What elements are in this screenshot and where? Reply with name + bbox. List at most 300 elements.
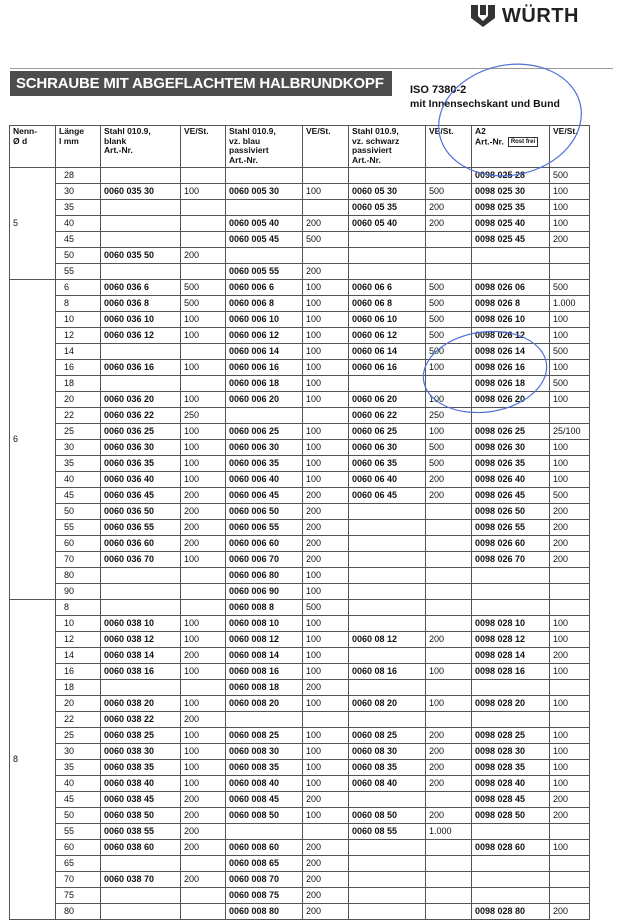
- cell-a2: 0098 028 16: [472, 664, 550, 680]
- table-row: [10, 536, 590, 552]
- cell-a2: 0098 026 40: [472, 472, 550, 488]
- subtitle: mit Innensechskant und Bund: [410, 98, 560, 110]
- cell-c3: 0060 08 25: [349, 728, 426, 744]
- table-row: [10, 584, 590, 600]
- cell-c2: 0060 006 25: [226, 424, 303, 440]
- cell-a2: [472, 712, 550, 728]
- cell-c2: 0060 008 25: [226, 728, 303, 744]
- cell-c2: 0060 008 8: [226, 600, 303, 616]
- cell-v3: [426, 712, 472, 728]
- cell-v3: 500: [426, 296, 472, 312]
- cell-va: 100: [550, 776, 590, 792]
- cell-c3: [349, 680, 426, 696]
- cell-c1: 0060 036 40: [101, 472, 181, 488]
- cell-a2: 0098 028 45: [472, 792, 550, 808]
- cell-v2: 100: [303, 280, 349, 296]
- cell-c3: 0060 08 35: [349, 760, 426, 776]
- cell-c2: 0060 006 8: [226, 296, 303, 312]
- cell-c3: [349, 872, 426, 888]
- table-row: [10, 680, 590, 696]
- cell-v3: 200: [426, 808, 472, 824]
- cell-a2: 0098 028 14: [472, 648, 550, 664]
- header-ve-2: VE/St.: [303, 126, 349, 168]
- cell-a2: 0098 028 20: [472, 696, 550, 712]
- cell-v3: [426, 552, 472, 568]
- cell-v2: 200: [303, 792, 349, 808]
- cell-v3: [426, 536, 472, 552]
- cell-v1: [181, 232, 226, 248]
- cell-v2: 100: [303, 632, 349, 648]
- cell-c2: [226, 824, 303, 840]
- table-row: [10, 696, 590, 712]
- cell-v3: 500: [426, 456, 472, 472]
- cell-c3: [349, 840, 426, 856]
- table-row: [10, 376, 590, 392]
- cell-v3: [426, 904, 472, 920]
- cell-v1: 100: [181, 392, 226, 408]
- cell-v1: [181, 168, 226, 184]
- cell-c3: 0060 06 25: [349, 424, 426, 440]
- cell-v1: [181, 600, 226, 616]
- cell-l: 45: [56, 488, 101, 504]
- cell-c2: 0060 008 65: [226, 856, 303, 872]
- cell-c1: 0060 038 55: [101, 824, 181, 840]
- cell-v3: [426, 568, 472, 584]
- cell-c2: 0060 008 40: [226, 776, 303, 792]
- cell-v1: 200: [181, 248, 226, 264]
- table-row: [10, 728, 590, 744]
- cell-va: 100: [550, 360, 590, 376]
- cell-c1: [101, 232, 181, 248]
- cell-a2: 0098 026 12: [472, 328, 550, 344]
- cell-c1: 0060 036 30: [101, 440, 181, 456]
- cell-c2: 0060 005 30: [226, 184, 303, 200]
- cell-v2: 500: [303, 600, 349, 616]
- cell-v1: [181, 344, 226, 360]
- cell-c2: 0060 008 80: [226, 904, 303, 920]
- cell-v3: [426, 888, 472, 904]
- cell-c2: 0060 006 6: [226, 280, 303, 296]
- cell-v2: 100: [303, 696, 349, 712]
- cell-v2: 200: [303, 520, 349, 536]
- cell-l: 50: [56, 504, 101, 520]
- table-row: [10, 232, 590, 248]
- cell-v3: 200: [426, 216, 472, 232]
- cell-c3: 0060 08 20: [349, 696, 426, 712]
- cell-v2: 200: [303, 488, 349, 504]
- cell-v1: 500: [181, 280, 226, 296]
- cell-a2: 0098 025 28: [472, 168, 550, 184]
- cell-va: 100: [550, 760, 590, 776]
- cell-v2: [303, 824, 349, 840]
- cell-c2: 0060 006 55: [226, 520, 303, 536]
- table-row: [10, 904, 590, 920]
- cell-c1: [101, 264, 181, 280]
- cell-l: 40: [56, 776, 101, 792]
- cell-va: 100: [550, 440, 590, 456]
- cell-c1: [101, 216, 181, 232]
- cell-c2: 0060 006 50: [226, 504, 303, 520]
- cell-va: 100: [550, 744, 590, 760]
- cell-v3: 100: [426, 664, 472, 680]
- cell-l: 65: [56, 856, 101, 872]
- cell-v2: 100: [303, 648, 349, 664]
- cell-c2: 0060 006 14: [226, 344, 303, 360]
- header-length: Länge l mm: [56, 126, 101, 168]
- cell-v1: 100: [181, 360, 226, 376]
- cell-v3: [426, 872, 472, 888]
- cell-c2: 0060 008 60: [226, 840, 303, 856]
- cell-v1: [181, 568, 226, 584]
- cell-c1: 0060 038 22: [101, 712, 181, 728]
- cell-c1: 0060 038 50: [101, 808, 181, 824]
- cell-c1: 0060 038 45: [101, 792, 181, 808]
- cell-v3: [426, 168, 472, 184]
- cell-c3: [349, 904, 426, 920]
- cell-a2: 0098 026 06: [472, 280, 550, 296]
- cell-c1: 0060 038 60: [101, 840, 181, 856]
- cell-va: 200: [550, 648, 590, 664]
- cell-v2: 200: [303, 504, 349, 520]
- cell-v1: 250: [181, 408, 226, 424]
- cell-c3: [349, 712, 426, 728]
- cell-v1: 100: [181, 744, 226, 760]
- cell-c3: [349, 584, 426, 600]
- table-row: [10, 280, 590, 296]
- cell-c2: 0060 008 16: [226, 664, 303, 680]
- cell-v1: 100: [181, 328, 226, 344]
- cell-c2: [226, 712, 303, 728]
- cell-c2: 0060 006 10: [226, 312, 303, 328]
- cell-v1: [181, 584, 226, 600]
- cell-v2: 100: [303, 296, 349, 312]
- cell-c3: [349, 888, 426, 904]
- table-row: [10, 488, 590, 504]
- cell-l: 22: [56, 712, 101, 728]
- cell-l: 18: [56, 680, 101, 696]
- cell-v2: 200: [303, 264, 349, 280]
- cell-a2: 0098 025 35: [472, 200, 550, 216]
- cell-c1: [101, 856, 181, 872]
- cell-a2: 0098 028 30: [472, 744, 550, 760]
- cell-v1: 200: [181, 520, 226, 536]
- cell-l: 14: [56, 648, 101, 664]
- cell-v3: 100: [426, 424, 472, 440]
- cell-a2: 0098 028 12: [472, 632, 550, 648]
- cell-c2: 0060 006 70: [226, 552, 303, 568]
- table-row: [10, 168, 590, 184]
- cell-l: 35: [56, 760, 101, 776]
- cell-va: 100: [550, 664, 590, 680]
- cell-l: 6: [56, 280, 101, 296]
- cell-c2: 0060 006 40: [226, 472, 303, 488]
- cell-l: 45: [56, 232, 101, 248]
- cell-v3: [426, 520, 472, 536]
- cell-v2: 100: [303, 584, 349, 600]
- cell-c2: 0060 006 45: [226, 488, 303, 504]
- cell-l: 28: [56, 168, 101, 184]
- cell-v1: 100: [181, 664, 226, 680]
- cell-va: 100: [550, 696, 590, 712]
- cell-v2: 100: [303, 344, 349, 360]
- header-ve-1: VE/St.: [181, 126, 226, 168]
- cell-l: 12: [56, 328, 101, 344]
- table-row: [10, 664, 590, 680]
- cell-c2: 0060 006 12: [226, 328, 303, 344]
- cell-c1: 0060 036 8: [101, 296, 181, 312]
- table-row: [10, 440, 590, 456]
- cell-l: 8: [56, 296, 101, 312]
- cell-va: 25/100: [550, 424, 590, 440]
- cell-a2: 0098 026 35: [472, 456, 550, 472]
- cell-va: 500: [550, 344, 590, 360]
- cell-c2: 0060 008 75: [226, 888, 303, 904]
- cell-nominal-diameter: 6: [10, 280, 56, 600]
- cell-a2: 0098 026 45: [472, 488, 550, 504]
- cell-v1: 200: [181, 824, 226, 840]
- cell-a2: [472, 824, 550, 840]
- table-row: [10, 616, 590, 632]
- cell-l: 45: [56, 792, 101, 808]
- cell-v2: 100: [303, 568, 349, 584]
- cell-a2: 0098 028 25: [472, 728, 550, 744]
- cell-c2: 0060 008 10: [226, 616, 303, 632]
- cell-v2: 100: [303, 664, 349, 680]
- cell-c3: 0060 06 12: [349, 328, 426, 344]
- table-row: [10, 600, 590, 616]
- cell-v3: 200: [426, 472, 472, 488]
- cell-v1: 100: [181, 312, 226, 328]
- table-row: [10, 248, 590, 264]
- cell-v1: 500: [181, 296, 226, 312]
- cell-v2: 200: [303, 904, 349, 920]
- cell-v2: 100: [303, 456, 349, 472]
- cell-v3: 500: [426, 328, 472, 344]
- cell-v3: 200: [426, 488, 472, 504]
- cell-v2: 100: [303, 424, 349, 440]
- cell-c3: [349, 248, 426, 264]
- cell-c2: 0060 008 20: [226, 696, 303, 712]
- cell-va: [550, 264, 590, 280]
- cell-va: 200: [550, 904, 590, 920]
- cell-a2: [472, 584, 550, 600]
- cell-va: [550, 584, 590, 600]
- cell-va: 100: [550, 184, 590, 200]
- cell-va: 200: [550, 536, 590, 552]
- cell-nominal-diameter: 8: [10, 600, 56, 920]
- cell-c1: 0060 038 12: [101, 632, 181, 648]
- cell-va: 200: [550, 808, 590, 824]
- table-row: [10, 200, 590, 216]
- cell-v1: 200: [181, 808, 226, 824]
- cell-l: 60: [56, 536, 101, 552]
- cell-a2: [472, 888, 550, 904]
- cell-v1: 100: [181, 728, 226, 744]
- cell-v1: [181, 904, 226, 920]
- cell-a2: 0098 028 35: [472, 760, 550, 776]
- cell-c1: [101, 888, 181, 904]
- cell-va: 200: [550, 552, 590, 568]
- cell-c1: [101, 568, 181, 584]
- cell-v3: [426, 376, 472, 392]
- cell-c2: 0060 006 18: [226, 376, 303, 392]
- cell-a2: [472, 408, 550, 424]
- cell-v2: 200: [303, 552, 349, 568]
- cell-a2: 0098 025 45: [472, 232, 550, 248]
- cell-c3: 0060 06 8: [349, 296, 426, 312]
- cell-c2: [226, 408, 303, 424]
- table-header-row: [10, 126, 590, 168]
- header-ve-4: VE/St.: [550, 126, 590, 168]
- cell-c3: 0060 08 16: [349, 664, 426, 680]
- table-row: [10, 824, 590, 840]
- cell-v1: 100: [181, 456, 226, 472]
- cell-l: 16: [56, 360, 101, 376]
- cell-a2: 0098 028 10: [472, 616, 550, 632]
- cell-va: 200: [550, 792, 590, 808]
- table-row: [10, 504, 590, 520]
- cell-va: [550, 600, 590, 616]
- cell-a2: 0098 025 40: [472, 216, 550, 232]
- cell-v2: 200: [303, 680, 349, 696]
- cell-c1: 0060 038 30: [101, 744, 181, 760]
- header-nominal-diameter: Nenn- Ø d: [10, 126, 56, 168]
- cell-c3: 0060 08 50: [349, 808, 426, 824]
- cell-va: 100: [550, 456, 590, 472]
- cell-v1: [181, 888, 226, 904]
- cell-v3: [426, 232, 472, 248]
- cell-v1: 200: [181, 792, 226, 808]
- cell-v1: 100: [181, 440, 226, 456]
- table-row: [10, 568, 590, 584]
- cell-v2: [303, 712, 349, 728]
- table-row: [10, 808, 590, 824]
- cell-c3: 0060 08 30: [349, 744, 426, 760]
- table-row: [10, 872, 590, 888]
- cell-a2: 0098 026 10: [472, 312, 550, 328]
- cell-c1: [101, 680, 181, 696]
- cell-l: 20: [56, 392, 101, 408]
- cell-c2: 0060 008 12: [226, 632, 303, 648]
- cell-v2: [303, 168, 349, 184]
- cell-c3: [349, 568, 426, 584]
- table-row: [10, 840, 590, 856]
- cell-va: 100: [550, 728, 590, 744]
- cell-c3: [349, 376, 426, 392]
- cell-a2: [472, 680, 550, 696]
- cell-c1: 0060 038 35: [101, 760, 181, 776]
- cell-v3: [426, 680, 472, 696]
- cell-l: 8: [56, 600, 101, 616]
- cell-a2: 0098 028 60: [472, 840, 550, 856]
- cell-c2: 0060 005 45: [226, 232, 303, 248]
- cell-v1: 200: [181, 504, 226, 520]
- cell-l: 22: [56, 408, 101, 424]
- table-row: [10, 712, 590, 728]
- cell-v3: 500: [426, 280, 472, 296]
- table-row: [10, 296, 590, 312]
- cell-v2: 100: [303, 776, 349, 792]
- cell-l: 90: [56, 584, 101, 600]
- cell-va: 200: [550, 520, 590, 536]
- cell-c3: 0060 06 22: [349, 408, 426, 424]
- cell-c3: 0060 05 40: [349, 216, 426, 232]
- table-row: [10, 264, 590, 280]
- cell-va: 100: [550, 200, 590, 216]
- cell-l: 55: [56, 824, 101, 840]
- cell-v3: 250: [426, 408, 472, 424]
- cell-v1: 100: [181, 616, 226, 632]
- cell-v1: 200: [181, 840, 226, 856]
- cell-c1: 0060 036 25: [101, 424, 181, 440]
- cell-va: [550, 248, 590, 264]
- page-title: SCHRAUBE MIT ABGEFLACHTEM HALBRUNDKOPF: [10, 71, 392, 96]
- cell-v3: 100: [426, 392, 472, 408]
- cell-l: 20: [56, 696, 101, 712]
- table-row: [10, 552, 590, 568]
- cell-c3: 0060 06 45: [349, 488, 426, 504]
- cell-v3: 1.000: [426, 824, 472, 840]
- cell-c2: 0060 006 16: [226, 360, 303, 376]
- cell-c3: 0060 06 35: [349, 456, 426, 472]
- cell-va: [550, 872, 590, 888]
- cell-v1: [181, 680, 226, 696]
- table-row: [10, 408, 590, 424]
- cell-c2: 0060 006 20: [226, 392, 303, 408]
- cell-c3: [349, 552, 426, 568]
- cell-c3: [349, 792, 426, 808]
- cell-va: [550, 712, 590, 728]
- cell-a2: 0098 028 50: [472, 808, 550, 824]
- cell-v3: [426, 248, 472, 264]
- cell-l: 40: [56, 216, 101, 232]
- cell-va: 100: [550, 840, 590, 856]
- cell-v3: 500: [426, 344, 472, 360]
- cell-v2: 100: [303, 616, 349, 632]
- cell-l: 35: [56, 456, 101, 472]
- cell-c1: [101, 600, 181, 616]
- cell-l: 18: [56, 376, 101, 392]
- cell-v2: 200: [303, 888, 349, 904]
- cell-c3: [349, 600, 426, 616]
- cell-c2: 0060 006 35: [226, 456, 303, 472]
- header-rule: [10, 68, 613, 69]
- cell-v3: [426, 264, 472, 280]
- table-row: [10, 424, 590, 440]
- cell-a2: 0098 026 14: [472, 344, 550, 360]
- cell-v1: 100: [181, 696, 226, 712]
- rostfrei-badge-icon: Rost frei: [508, 137, 538, 147]
- cell-a2: [472, 600, 550, 616]
- cell-l: 55: [56, 264, 101, 280]
- cell-va: 500: [550, 488, 590, 504]
- cell-v3: 200: [426, 744, 472, 760]
- cell-a2: [472, 568, 550, 584]
- cell-v3: 100: [426, 696, 472, 712]
- cell-v3: [426, 504, 472, 520]
- cell-va: 100: [550, 632, 590, 648]
- cell-a2: 0098 026 55: [472, 520, 550, 536]
- cell-c1: 0060 038 40: [101, 776, 181, 792]
- product-table: [9, 125, 590, 920]
- cell-v3: [426, 856, 472, 872]
- cell-v3: [426, 792, 472, 808]
- cell-c2: 0060 008 35: [226, 760, 303, 776]
- table-row: [10, 344, 590, 360]
- cell-c2: 0060 005 55: [226, 264, 303, 280]
- cell-va: 100: [550, 616, 590, 632]
- table-row: [10, 472, 590, 488]
